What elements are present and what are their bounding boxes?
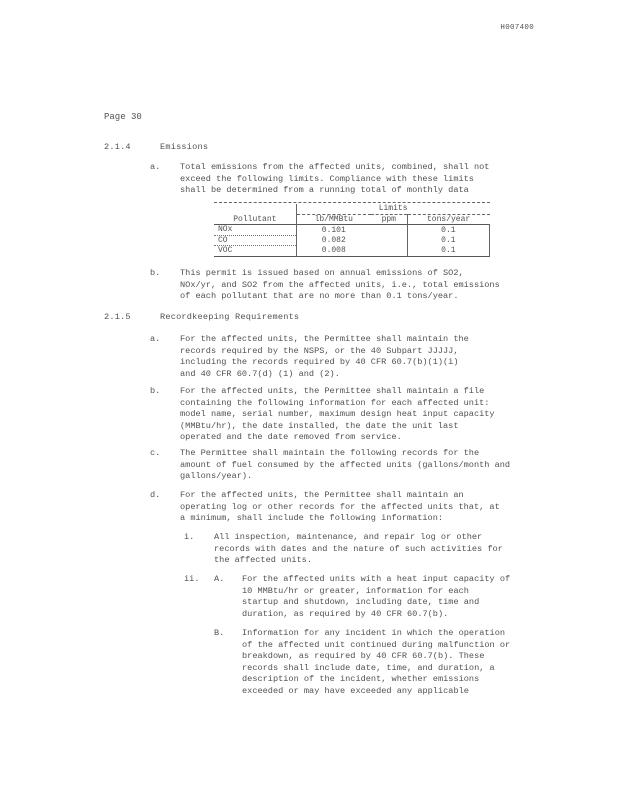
item-line: records required by the NSPS, or the 40 Subpart JJJJJ, <box>180 345 459 356</box>
item-label: b. <box>150 268 161 278</box>
table-cell: 0.1 <box>407 235 489 246</box>
item-line: 10 MMBtu/hr or greater, information for each <box>242 585 469 596</box>
table-cell: 0.101 <box>296 225 371 236</box>
subitem-label: ii. <box>184 574 200 584</box>
limits-table-wrapper <box>214 202 490 257</box>
subitem-text <box>242 574 510 620</box>
page-label: Page 30 <box>104 112 142 122</box>
item-line: a minimum, shall include the following information: <box>180 513 444 523</box>
item-line: Information for any incident in which the operation <box>242 628 506 638</box>
table-row <box>214 235 490 246</box>
item-line: This permit is issued based on annual emissions of SO2, <box>180 268 464 278</box>
item-line: containing the following information for each affected unit: <box>180 397 490 408</box>
item-text <box>180 268 500 303</box>
item-text <box>180 448 510 483</box>
table-top-rule <box>214 202 490 203</box>
item-line: of each pollutant that are no more than 0.1 tons/year. <box>180 291 459 301</box>
item-line: exceeded or may have exceeded any applicable <box>242 685 469 696</box>
subitem-sublabel: B. <box>214 628 225 638</box>
item-label: a. <box>150 334 161 344</box>
table-cell <box>371 225 407 236</box>
item-line: exceed the following limits. Compliance with these limits <box>180 173 474 184</box>
table-cell: VOC <box>218 246 233 256</box>
item-line: For the affected units, the Permittee shall maintain an <box>180 490 464 500</box>
item-line: model name, serial number, maximum design heat input capacity <box>180 409 495 419</box>
section-number: 2.1.4 <box>104 142 131 152</box>
table-column-header: Pollutant <box>233 214 277 224</box>
table-spacer <box>214 204 296 214</box>
section-title: Emissions <box>160 142 209 152</box>
item-line: Total emissions from the affected units, combined, shall not <box>180 162 490 172</box>
item-line: All inspection, maintenance, and repair log or other <box>214 532 483 542</box>
item-line: For the affected units, the Permittee shall maintain the <box>180 334 469 344</box>
table-cell: 0.1 <box>407 246 489 257</box>
item-line: For the affected units, the Permittee shall maintain a file <box>180 386 485 396</box>
table-group-header: Limits <box>296 204 489 214</box>
item-line: of the affected unit continued during malfunction or <box>242 639 511 650</box>
table-cell <box>371 246 407 257</box>
item-line: gallons/year). <box>180 471 253 481</box>
subitem-sublabel: A. <box>214 574 225 584</box>
item-line: description of the incident, whether emissions <box>242 674 480 684</box>
item-line: NOx/yr, and SO2 from the affected units, i.e., total emissions <box>180 279 500 290</box>
item-label: b. <box>150 386 161 396</box>
item-label: d. <box>150 490 161 500</box>
item-text <box>180 334 469 380</box>
item-label: c. <box>150 448 161 458</box>
item-line: shall be determined from a running total of monthly data <box>180 185 469 195</box>
subitem-text <box>214 532 503 567</box>
item-line: operating log or other records for the affected units that, at <box>180 501 500 512</box>
document-id: H007400 <box>500 24 534 32</box>
subitem-text <box>242 628 510 697</box>
item-line: amount of fuel consumed by the affected units (gallons/month and <box>180 459 511 470</box>
table-cell <box>371 235 407 246</box>
table-cell: 0.008 <box>296 246 371 257</box>
item-text <box>180 386 495 444</box>
item-text <box>180 490 500 525</box>
limits-table <box>214 204 490 257</box>
table-cell: 0.1 <box>407 225 489 236</box>
table-cell: NOx <box>214 225 296 236</box>
table-column-header: tons/year <box>407 214 489 225</box>
item-line: the affected units. <box>214 555 312 565</box>
item-line: For the affected units with a heat input capacity of <box>242 574 511 584</box>
item-line: records shall include date, time, and duration, a <box>242 662 495 673</box>
table-cell: CO <box>214 235 296 246</box>
item-line: breakdown, as required by 40 CFR 60.7(b). These <box>242 651 485 661</box>
item-label: a. <box>150 162 161 172</box>
table-column-header: lb/MMBtu <box>296 214 371 225</box>
item-line: including the records required by 40 CFR 60.7(b)(1)(i) <box>180 357 459 367</box>
item-line: startup and shutdown, including date, time and <box>242 597 480 607</box>
item-line: operated and the date removed from service. <box>180 432 402 442</box>
table-row <box>214 246 490 257</box>
section-title: Recordkeeping Requirements <box>160 312 300 322</box>
item-text <box>180 162 489 197</box>
table-row <box>214 225 490 236</box>
subitem-label: i. <box>184 532 195 542</box>
item-line: records with dates and the nature of such activities for <box>214 543 503 554</box>
item-line: (MMBtu/hr), the date installed, the date the unit last <box>180 420 459 431</box>
item-line: The Permittee shall maintain the following records for the <box>180 448 480 458</box>
table-column-header: ppm <box>381 214 396 224</box>
item-line: and 40 CFR 60.7(d) (1) and (2). <box>180 368 340 379</box>
item-line: duration, as required by 40 CFR 60.7(b). <box>242 608 449 619</box>
table-cell: 0.082 <box>296 235 371 246</box>
section-number: 2.1.5 <box>104 312 131 322</box>
